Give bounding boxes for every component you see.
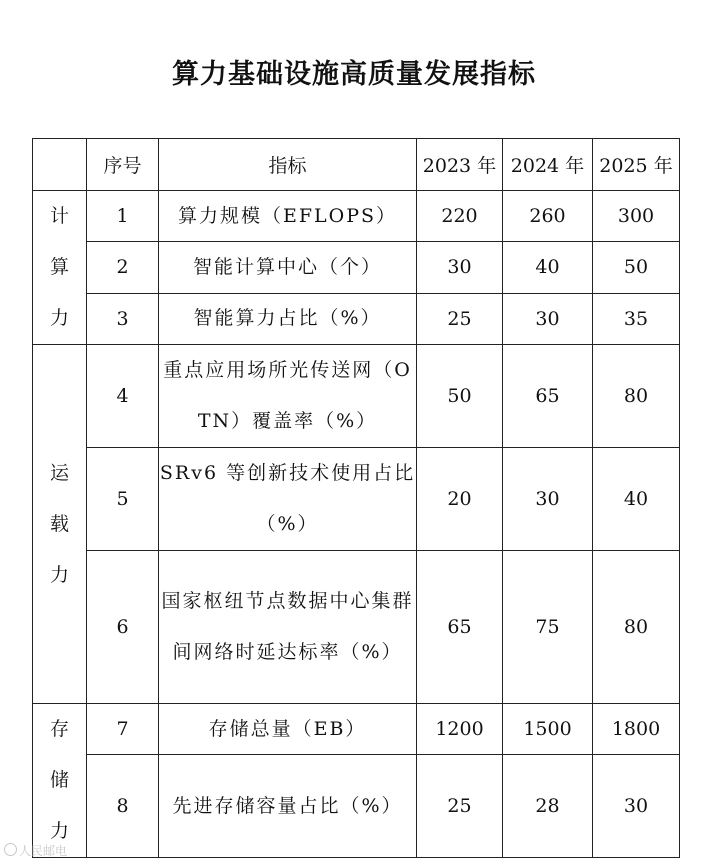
table-row [33, 345, 680, 448]
row-2025: 35 [593, 293, 680, 344]
header-2024: 2024 年 [503, 139, 593, 191]
header-2025: 2025 年 [593, 139, 680, 191]
row-2023: 25 [417, 755, 503, 858]
row-2023: 65 [417, 551, 503, 704]
row-indicator: 算力规模（EFLOPS） [159, 191, 417, 242]
row-2023: 30 [417, 242, 503, 293]
row-2024: 30 [503, 448, 593, 551]
header-indicator: 指标 [159, 139, 417, 191]
watermark-logo-icon [4, 843, 17, 856]
row-2023: 50 [417, 345, 503, 448]
table-row [33, 704, 680, 755]
row-seq: 5 [87, 448, 159, 551]
table-row [33, 191, 680, 242]
row-seq: 8 [87, 755, 159, 858]
table-row [33, 242, 680, 293]
table-header-row [33, 139, 680, 191]
row-2025: 40 [593, 448, 680, 551]
row-seq: 1 [87, 191, 159, 242]
table-row [33, 448, 680, 551]
row-indicator: 智能算力占比（%） [159, 293, 417, 344]
row-seq: 6 [87, 551, 159, 704]
header-category-cell [33, 139, 87, 191]
row-indicator: 先进存储容量占比（%） [159, 755, 417, 858]
row-indicator: 重点应用场所光传送网（OTN）覆盖率（%） [159, 345, 417, 448]
row-2024: 75 [503, 551, 593, 704]
table-row [33, 755, 680, 858]
row-2023: 220 [417, 191, 503, 242]
row-2024: 28 [503, 755, 593, 858]
row-2023: 25 [417, 293, 503, 344]
row-2024: 260 [503, 191, 593, 242]
row-indicator: 智能计算中心（个） [159, 242, 417, 293]
group-label-transport: 运 载 力 [33, 345, 87, 704]
row-2023: 20 [417, 448, 503, 551]
header-seq: 序号 [87, 139, 159, 191]
row-seq: 4 [87, 345, 159, 448]
table-row [33, 293, 680, 344]
watermark: 人民邮电 [4, 842, 67, 859]
row-seq: 7 [87, 704, 159, 755]
row-2025: 50 [593, 242, 680, 293]
row-2023: 1200 [417, 704, 503, 755]
row-indicator: 存储总量（EB） [159, 704, 417, 755]
header-2023: 2023 年 [417, 139, 503, 191]
row-2025: 30 [593, 755, 680, 858]
row-indicator: SRv6 等创新技术使用占比（%） [159, 448, 417, 551]
group-label-storage: 存 储 力 [33, 704, 87, 858]
row-2024: 30 [503, 293, 593, 344]
row-2025: 80 [593, 345, 680, 448]
row-2024: 65 [503, 345, 593, 448]
row-indicator: 国家枢纽节点数据中心集群间网络时延达标率（%） [159, 551, 417, 704]
row-seq: 3 [87, 293, 159, 344]
row-2025: 80 [593, 551, 680, 704]
row-2025: 1800 [593, 704, 680, 755]
row-2025: 300 [593, 191, 680, 242]
row-seq: 2 [87, 242, 159, 293]
row-2024: 1500 [503, 704, 593, 755]
table-row [33, 551, 680, 704]
group-label-compute: 计 算 力 [33, 191, 87, 345]
indicator-table [32, 138, 680, 858]
row-2024: 40 [503, 242, 593, 293]
document-title: 算力基础设施高质量发展指标 [172, 59, 536, 90]
